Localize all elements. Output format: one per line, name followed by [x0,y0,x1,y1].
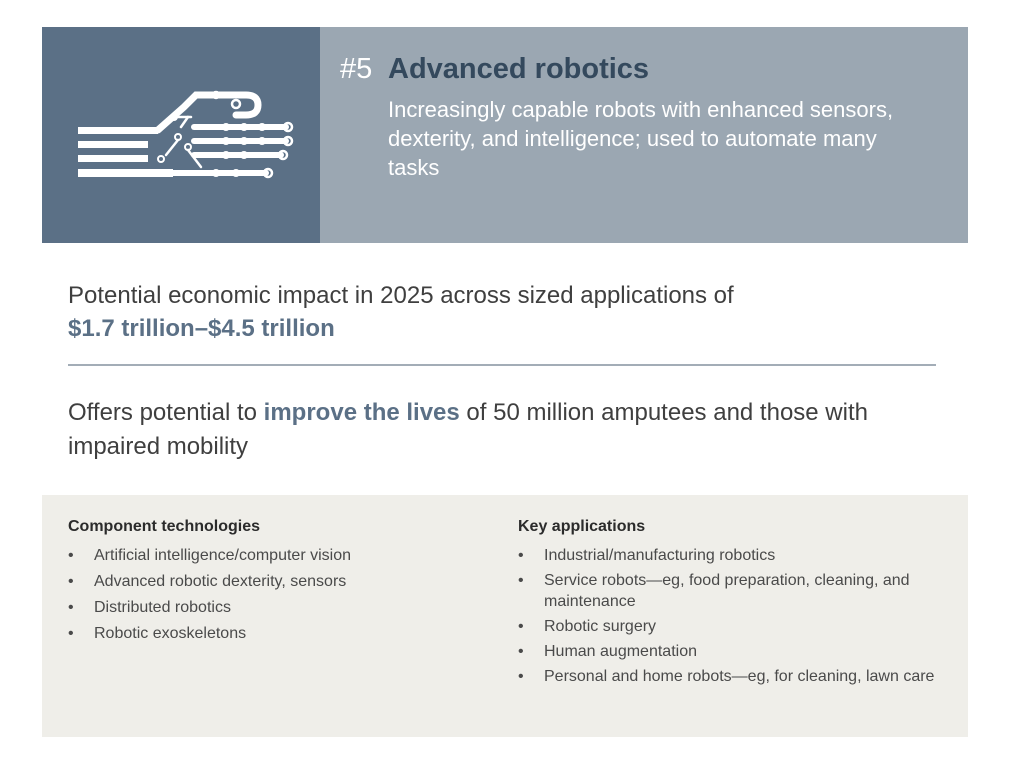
list-item-text: Robotic surgery [544,618,657,635]
bullet-icon: • [518,618,524,635]
lives-prefix: Offers potential to [68,399,264,426]
divider [68,364,936,366]
economic-impact [68,279,948,345]
key-applications-heading: Key applications [518,518,646,535]
lives-statement [68,396,958,464]
component-technologies [68,517,488,649]
bullet-icon: • [518,572,524,589]
list-item [518,570,948,612]
component-technologies-heading: Component technologies [68,518,260,535]
bullet-icon: • [518,643,524,660]
list-item [68,545,488,566]
list-item-text: Industrial/manufacturing robotics [544,547,776,564]
list-item [518,666,948,687]
list-item-text: Artificial intelligence/computer vision [94,547,351,564]
applications-list [518,545,948,687]
list-item-text: Personal and home robots—eg, for cleaning, lawn care [544,668,935,685]
banner-number: #5 [340,53,373,85]
list-item [518,641,948,662]
bullet-icon: • [518,547,524,564]
list-item [518,616,948,637]
list-item-text: Robotic exoskeletons [94,625,247,642]
list-item-text: Advanced robotic dexterity, sensors [94,573,347,590]
list-item-text: Service robots—eg, food preparation, cleaning, and maintenance [544,572,910,610]
lives-highlight: improve the lives [263,399,460,426]
list-item [68,597,488,618]
bullet-icon: • [68,573,74,590]
list-item-text: Distributed robotics [94,599,231,616]
banner-description: Increasingly capable robots with enhanced sensors, dexterity, and intelligence; used to automate many tasks [388,97,894,180]
bullet-icon: • [68,625,74,642]
robotic-circuit-hand-icon [76,87,296,187]
component-list [68,545,488,644]
list-item [518,545,948,566]
bullet-icon: • [68,547,74,564]
icon-panel [42,27,320,243]
banner-title: Advanced robotics [388,53,650,85]
bullet-icon: • [68,599,74,616]
header-banner [42,27,968,243]
list-item-text: Human augmentation [544,643,697,660]
lives-suffix: of 50 million amputees and those with impaired mobility [68,399,868,460]
key-applications [518,517,948,691]
list-item [68,571,488,592]
impact-value: $1.7 trillion–$4.5 trillion [68,315,335,342]
impact-text: Potential economic impact in 2025 across sized applications of [68,282,734,309]
details-panel [42,495,968,737]
bullet-icon: • [518,668,524,685]
list-item [68,623,488,644]
